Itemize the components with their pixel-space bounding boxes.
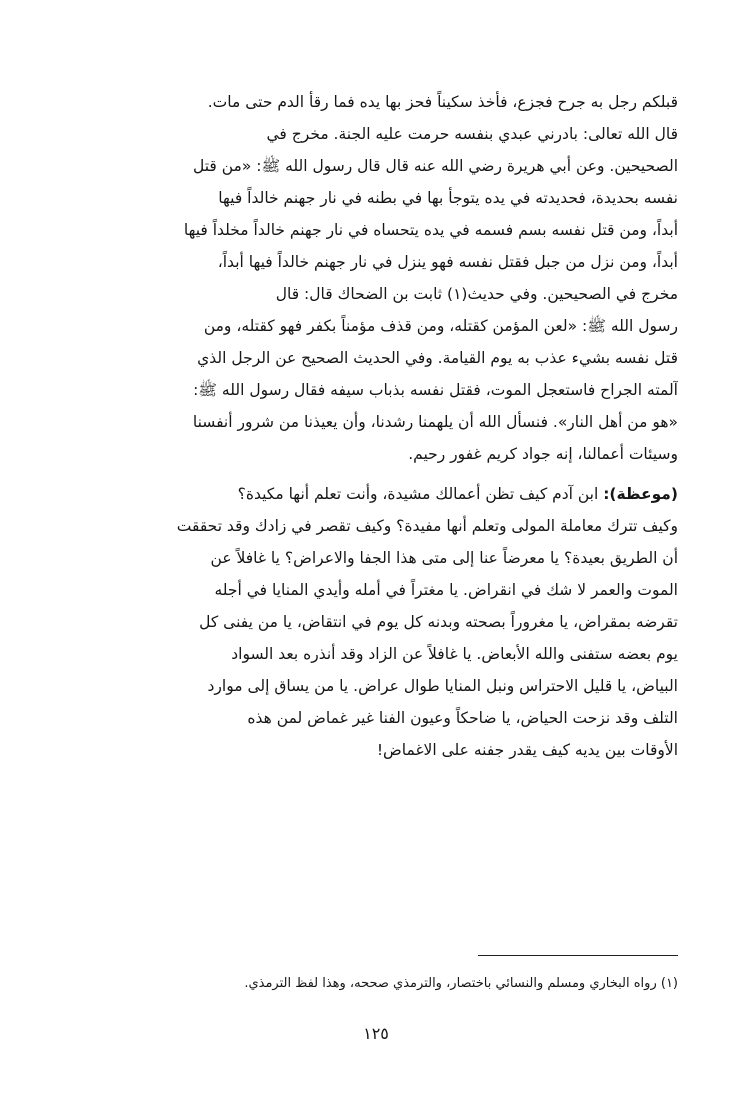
- sermon-heading: (موعظة):: [603, 485, 678, 503]
- page-number: ١٢٥: [363, 1024, 389, 1043]
- text-line: الأوقات بين يديه كيف يقدر جفنه على الاغماض!: [376, 741, 678, 759]
- text-line: البياض، يا قليل الاحتراس ونبل المنايا طوال عراض. يا من يساق إلى موارد: [207, 677, 678, 695]
- text-line: قتل نفسه بشيء عذب به يوم القيامة. وفي الحديث الصحيح عن الرجل الذي: [197, 349, 678, 367]
- text-line: وكيف تترك معاملة المولى وتعلم أنها مفيدة؟ وكيف تقصر في زادك وقد تحققت: [176, 517, 678, 535]
- paragraph-sermon: [96, 478, 678, 766]
- text-line: الصحيحين. وعن أبي هريرة رضي الله عنه قال قال رسول الله ﷺ: «من قتل: [192, 157, 678, 175]
- text-line: أن الطريق بعيدة؟ يا معرضاً عنا إلى متى هذا الجفا والاعراض؟ يا غافلاً عن: [210, 549, 678, 567]
- text-line: قال الله تعالى: بادرني عبدي بنفسه حرمت عليه الجنة. مخرج في: [266, 125, 678, 143]
- text-line: [96, 478, 678, 510]
- text-line: الموت والعمر لا شك في انقراض. يا مغتراً في أمله وأيدي المنايا في أجله: [214, 581, 678, 599]
- text-line: «هو من أهل النار». فنسأل الله أن يلهمنا رشدنا، وأن يعيذنا من شرور أنفسنا: [192, 413, 678, 431]
- text-line: مخرج في الصحيحين. وفي حديث(١) ثابت بن الضحاك قال: قال: [275, 285, 678, 303]
- text-line: آلمته الجراح فاستعجل الموت، فقتل نفسه بذباب سيفه فقال رسول الله ﷺ:: [193, 381, 678, 399]
- text-line: وسيئات أعمالنا، إنه جواد كريم غفور رحيم.: [408, 445, 678, 463]
- footnote-divider: [478, 955, 678, 956]
- text-line: التلف وقد نزحت الحياض، يا ضاحكاً وعيون الفنا غير غماض لمن هذه: [247, 709, 678, 727]
- text-line: رسول الله ﷺ: «لعن المؤمن كقتله، ومن قذف مؤمناً بكفر فهو كقتله، ومن: [203, 317, 678, 335]
- text-line: أبداً، ومن نزل من جبل فقتل نفسه فهو ينزل في نار جهنم خالداً فيها أبداً،: [217, 253, 678, 271]
- text-line: تقرضه بمقراض، يا مغروراً بصحته وبدنه كل يوم في انتقاض، يا من يفنى كل: [199, 613, 678, 631]
- text-line: يوم بعضه ستفنى والله الأبعاض. يا غافلاً عن الزاد وقد أنذره بعد السواد: [231, 645, 678, 663]
- text-line: نفسه بحديدة، فحديدته في يده يتوجأ بها في بطنه في نار جهنم خالداً فيها: [218, 189, 678, 207]
- text-line: أبداً، ومن قتل نفسه بسم فسمه في يده يتحساه في نار جهنم خالداً مخلداً فيها: [183, 221, 678, 239]
- text-line: قبلكم رجل به جرح فجزع، فأخذ سكيناً فحز بها يده فما رقأ الدم حتى مات.: [207, 93, 678, 111]
- paragraph-hadith: [96, 86, 678, 470]
- sermon-opening: ابن آدم كيف تظن أعمالك مشيدة، وأنت تعلم أنها مكيدة؟: [237, 485, 604, 503]
- main-text: [96, 86, 678, 766]
- footnote: (١) رواه البخاري ومسلم والنسائي باختصار، والترمذي صححه، وهذا لفظ الترمذي.: [244, 976, 678, 991]
